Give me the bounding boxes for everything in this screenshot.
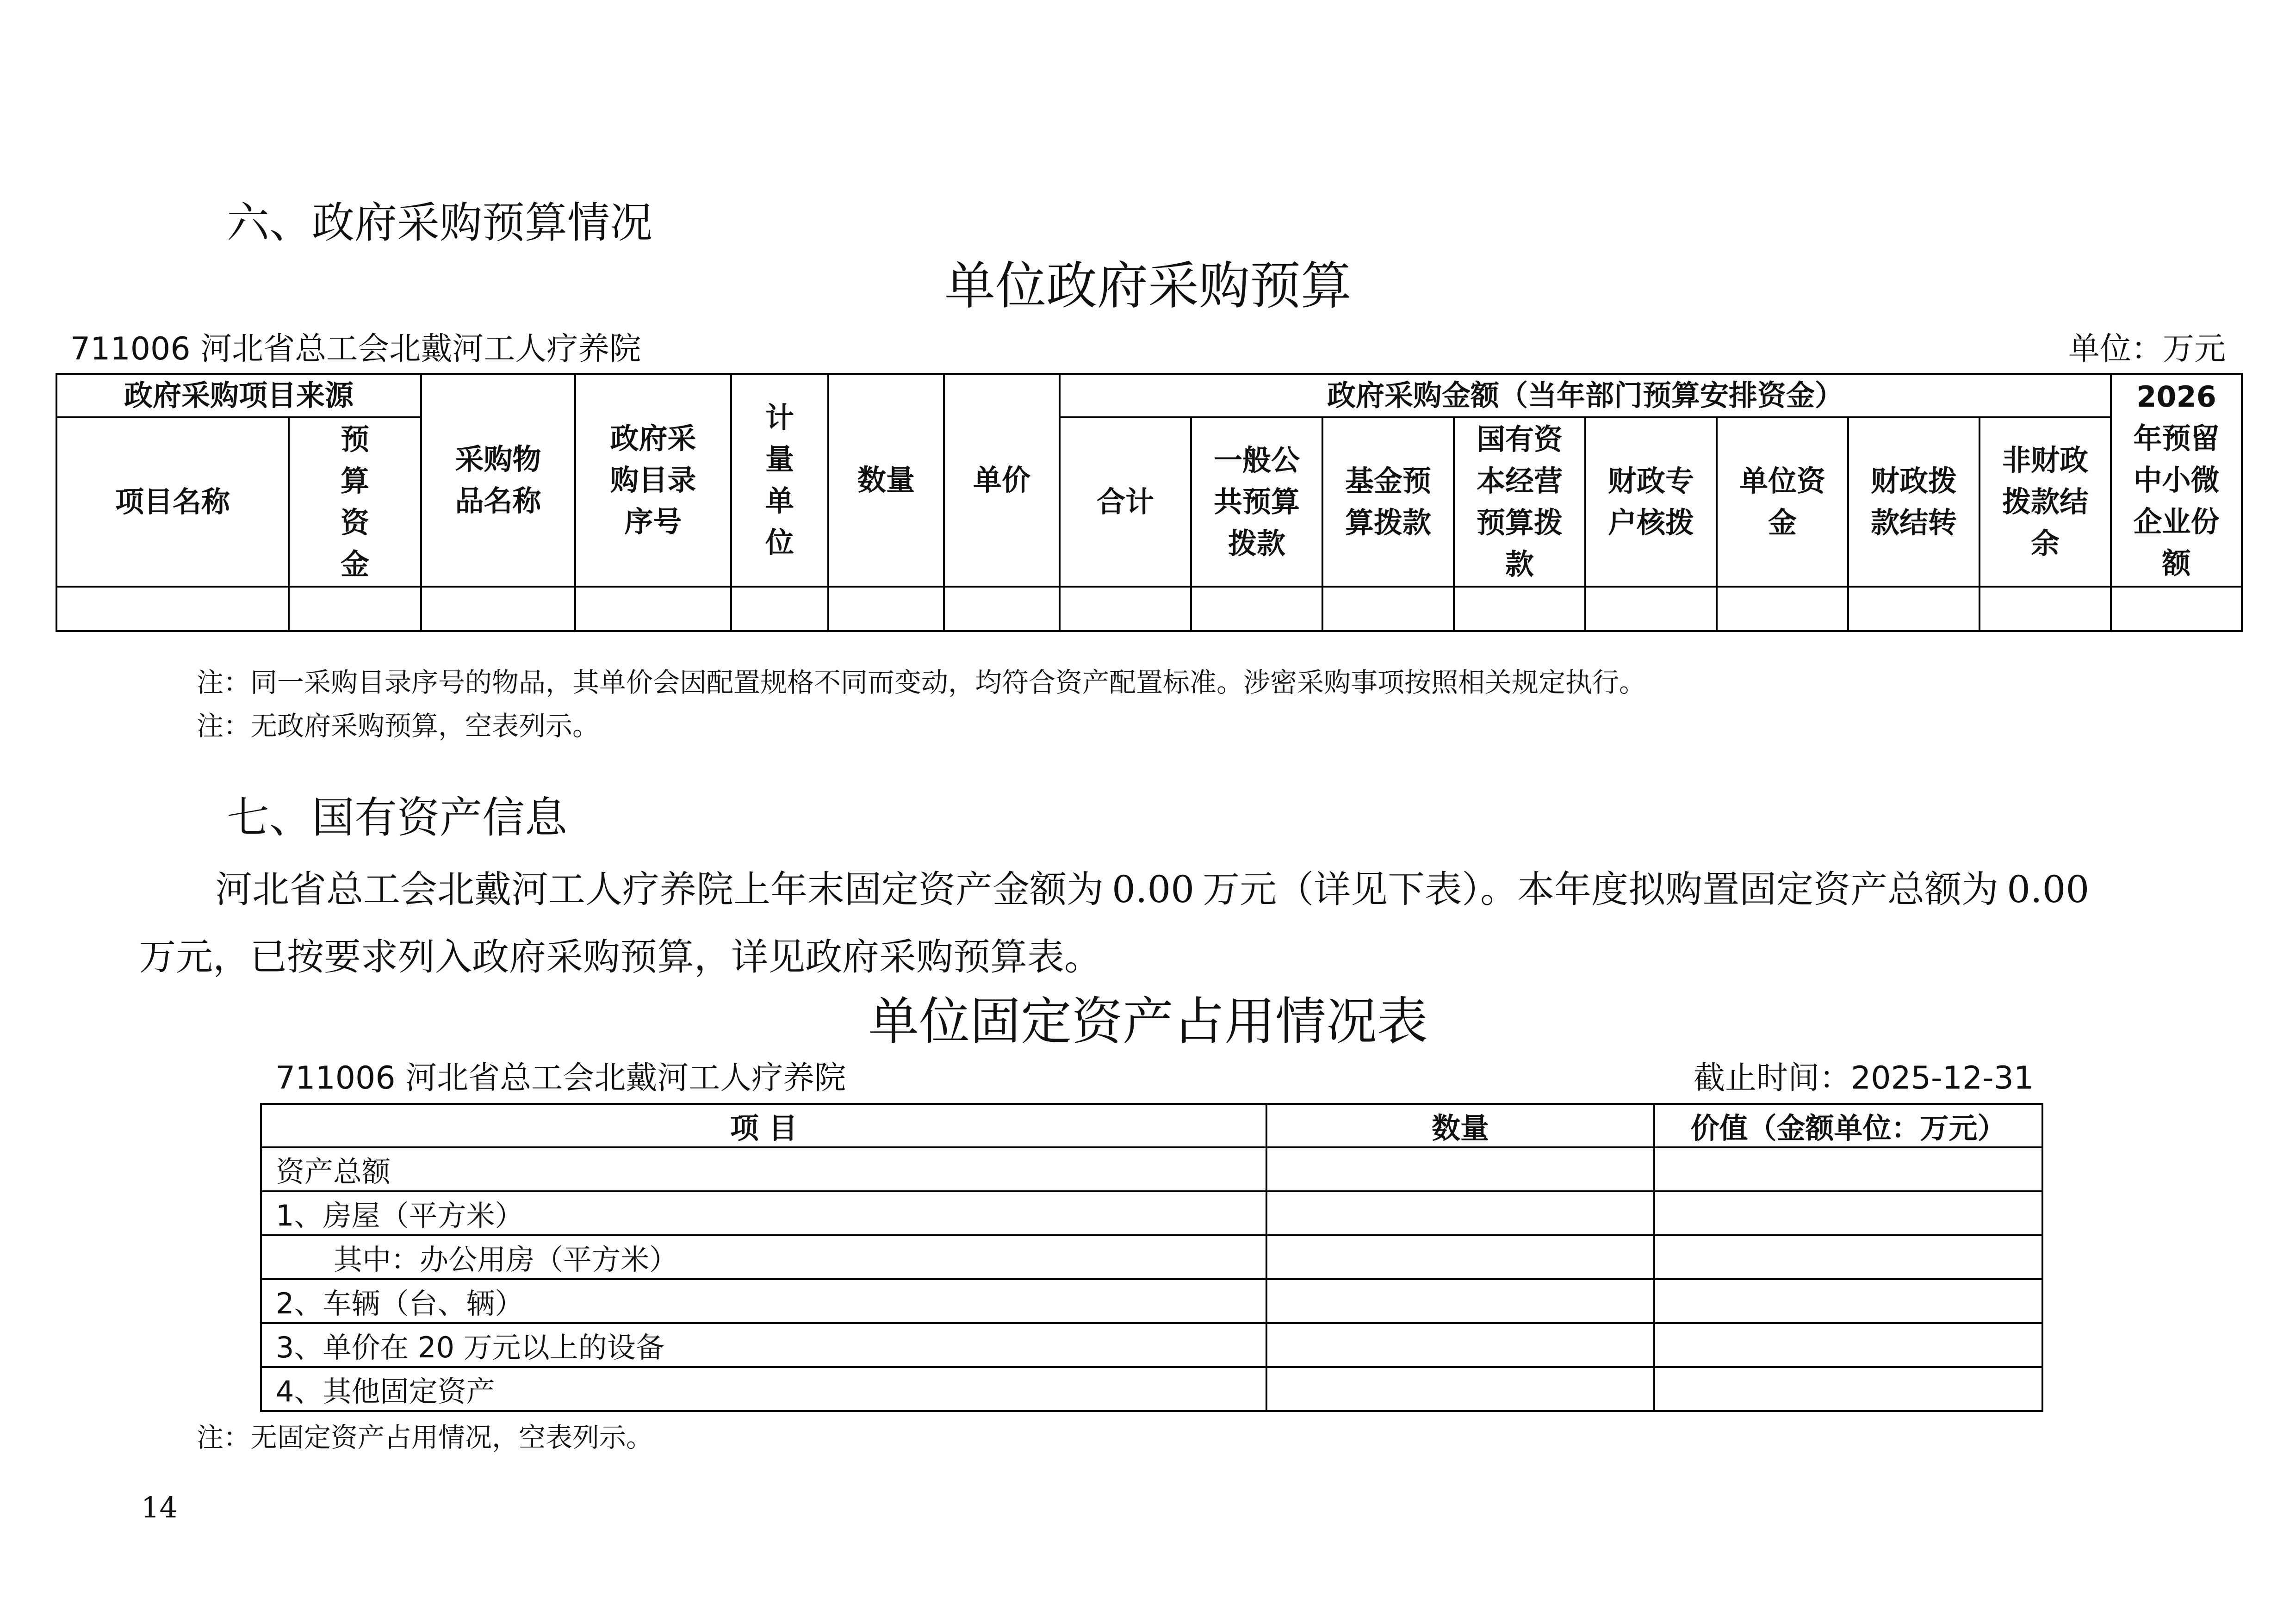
procurement-table-title: 单位政府采购预算: [944, 256, 1352, 316]
assets-table: [260, 1103, 2043, 1412]
row-label: 其中：办公用房（平方米）: [261, 1235, 1266, 1279]
header-unit-funds: 单位资金: [1717, 417, 1848, 587]
table-row: [261, 1147, 2042, 1191]
header-measure-unit: 计量单位: [731, 374, 828, 587]
header-reserve-sme: 2026 年预留中小微企业份额: [2111, 374, 2242, 587]
row-label: 资产总额: [261, 1147, 1266, 1191]
header-fiscal-carryover: 财政拨款结转: [1848, 417, 1980, 587]
assets-paragraph-line1: 河北省总工会北戴河工人疗养院上年末固定资产金额为 0.00 万元（详见下表）。本年度拟购置固定资产总额为 0.00: [215, 868, 2090, 911]
table-row: [261, 1235, 2042, 1279]
header-asset-value: 价值（金额单位：万元）: [1654, 1104, 2042, 1147]
table-row: [261, 1191, 2042, 1235]
header-quantity: 数量: [828, 374, 944, 587]
section-heading-procurement: 六、政府采购预算情况: [227, 198, 653, 248]
assets-cutoff-label: 截止时间：2025-12-31: [1694, 1060, 2034, 1096]
assets-table-title: 单位固定资产占用情况表: [868, 992, 1428, 1051]
row-label: 2、车辆（台、辆）: [261, 1279, 1266, 1323]
table-row: [261, 1323, 2042, 1367]
procurement-note-2: 注：无政府采购预算，空表列示。: [197, 710, 600, 742]
procurement-table: [56, 373, 2243, 632]
page-number: 14: [141, 1491, 178, 1524]
assets-org-label: 711006 河北省总工会北戴河工人疗养院: [275, 1060, 846, 1096]
header-general-public: 一般公共预算拨款: [1191, 417, 1322, 587]
header-asset-quantity: 数量: [1266, 1104, 1654, 1147]
table-row: [56, 587, 2242, 631]
header-state-capital: 国有资本经营预算拨款: [1454, 417, 1585, 587]
header-goods-name: 采购物品名称: [421, 374, 575, 587]
row-label: 4、其他固定资产: [261, 1367, 1266, 1411]
procurement-org-label: 711006 河北省总工会北戴河工人疗养院: [70, 331, 641, 367]
header-item: 项 目: [261, 1104, 1266, 1147]
header-budget-funds: 预算资金: [289, 417, 421, 587]
procurement-unit-label: 单位：万元: [2068, 331, 2226, 367]
table-row: [261, 1367, 2042, 1411]
header-total: 合计: [1060, 417, 1191, 587]
header-catalog-no: 政府采购目录序号: [575, 374, 731, 587]
header-fiscal-special: 财政专户核拨: [1585, 417, 1717, 587]
procurement-note-1: 注：同一采购目录序号的物品，其单价会因配置规格不同而变动，均符合资产配置标准。涉密采购事项按照相关规定执行。: [197, 667, 1646, 698]
assets-note: 注：无固定资产占用情况，空表列示。: [197, 1422, 653, 1453]
header-item-name: 项目名称: [56, 417, 289, 587]
row-label: 3、单价在 20 万元以上的设备: [261, 1323, 1266, 1367]
header-nonfiscal-carryover: 非财政拨款结余: [1980, 417, 2111, 587]
row-label: 1、房屋（平方米）: [261, 1191, 1266, 1235]
header-source-group: 政府采购项目来源: [56, 374, 421, 417]
header-unit-price: 单价: [944, 374, 1060, 587]
header-amount-group: 政府采购金额（当年部门预算安排资金）: [1060, 374, 2111, 417]
section-heading-assets: 七、国有资产信息: [227, 793, 568, 842]
header-fund-budget: 基金预算拨款: [1322, 417, 1454, 587]
table-row: [261, 1279, 2042, 1323]
assets-paragraph-line2: 万元，已按要求列入政府采购预算，详见政府采购预算表。: [139, 935, 1101, 978]
